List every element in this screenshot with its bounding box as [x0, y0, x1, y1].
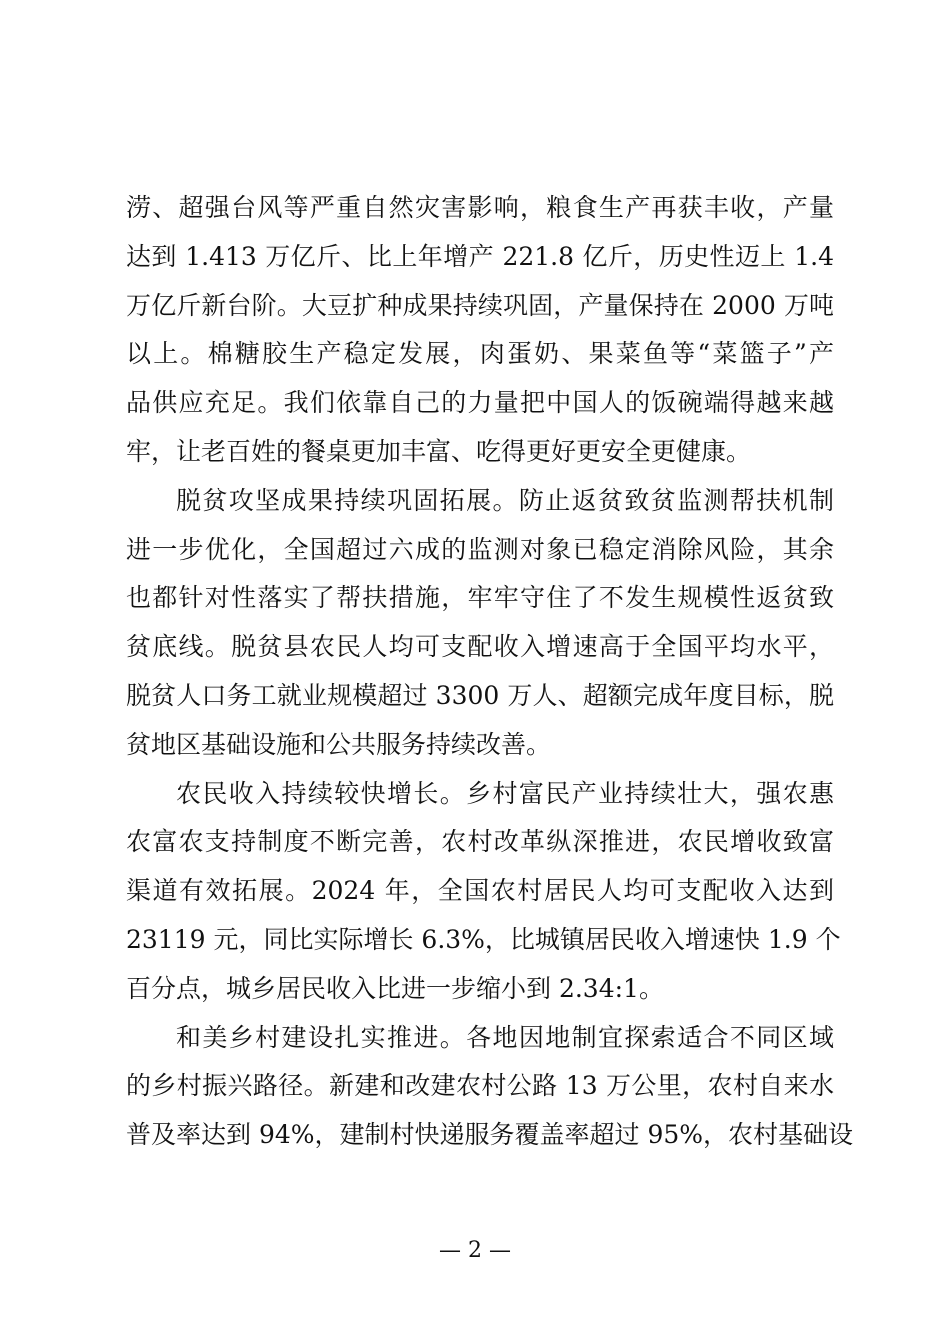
text-line: 农富农支持制度不断完善，农村改革纵深推进，农民增收致富 — [126, 827, 834, 857]
text-line: 脱贫人口务工就业规模超过 3300 万人、超额完成年度目标，脱 — [126, 680, 834, 710]
text-line: 23119 元，同比实际增长 6.3%，比城镇居民收入增速快 1.9 个 — [126, 924, 841, 954]
text-line: 和美乡村建设扎实推进。各地因地制宜探索适合不同区域 — [176, 1022, 834, 1052]
text-line: 以上。棉糖胶生产稳定发展，肉蛋奶、果菜鱼等“菜篮子”产 — [126, 339, 834, 369]
text-line: 品供应充足。我们依靠自己的力量把中国人的饭碗端得越来越 — [126, 388, 834, 418]
paragraph-grain-production — [126, 184, 834, 477]
text-line: 的乡村振兴路径。新建和改建农村公路 13 万公里，农村自来水 — [126, 1071, 834, 1101]
text-line: 贫底线。脱贫县农民人均可支配收入增速高于全国平均水平， — [126, 632, 834, 662]
text-line: 进一步优化，全国超过六成的监测对象已稳定消除风险，其余 — [126, 534, 834, 564]
text-line: 脱贫攻坚成果持续巩固拓展。防止返贫致贫监测帮扶机制 — [176, 485, 834, 515]
text-line: 百分点，城乡居民收入比进一步缩小到 2.34:1。 — [126, 973, 664, 1003]
paragraph-poverty-alleviation — [126, 477, 834, 770]
text-line: 达到 1.413 万亿斤、比上年增产 221.8 亿斤，历史性迈上 1.4 — [126, 241, 834, 271]
text-line: 渠道有效拓展。2024 年，全国农村居民人均可支配收入达到 — [126, 876, 834, 906]
text-line: 涝、超强台风等严重自然灾害影响，粮食生产再获丰收，产量 — [126, 193, 834, 222]
paragraph-farmer-income — [126, 770, 841, 1014]
text-line: 也都针对性落实了帮扶措施，牢牢守住了不发生规模性返贫致 — [126, 583, 834, 613]
text-line: 贫地区基础设施和公共服务持续改善。 — [126, 729, 552, 759]
text-line: 普及率达到 94%，建制村快递服务覆盖率超过 95%，农村基础设 — [126, 1120, 854, 1150]
text-line: 牢，让老百姓的餐桌更加丰富、吃得更好更安全更健康。 — [126, 436, 752, 466]
text-line: 农民收入持续较快增长。乡村富民产业持续壮大，强农惠 — [176, 778, 834, 808]
text-line: 万亿斤新台阶。大豆扩种成果持续巩固，产量保持在 2000 万吨 — [126, 290, 834, 320]
document-body — [126, 184, 854, 1160]
paragraph-rural-construction — [126, 1014, 854, 1160]
page-number: — 2 — — [439, 1238, 511, 1263]
